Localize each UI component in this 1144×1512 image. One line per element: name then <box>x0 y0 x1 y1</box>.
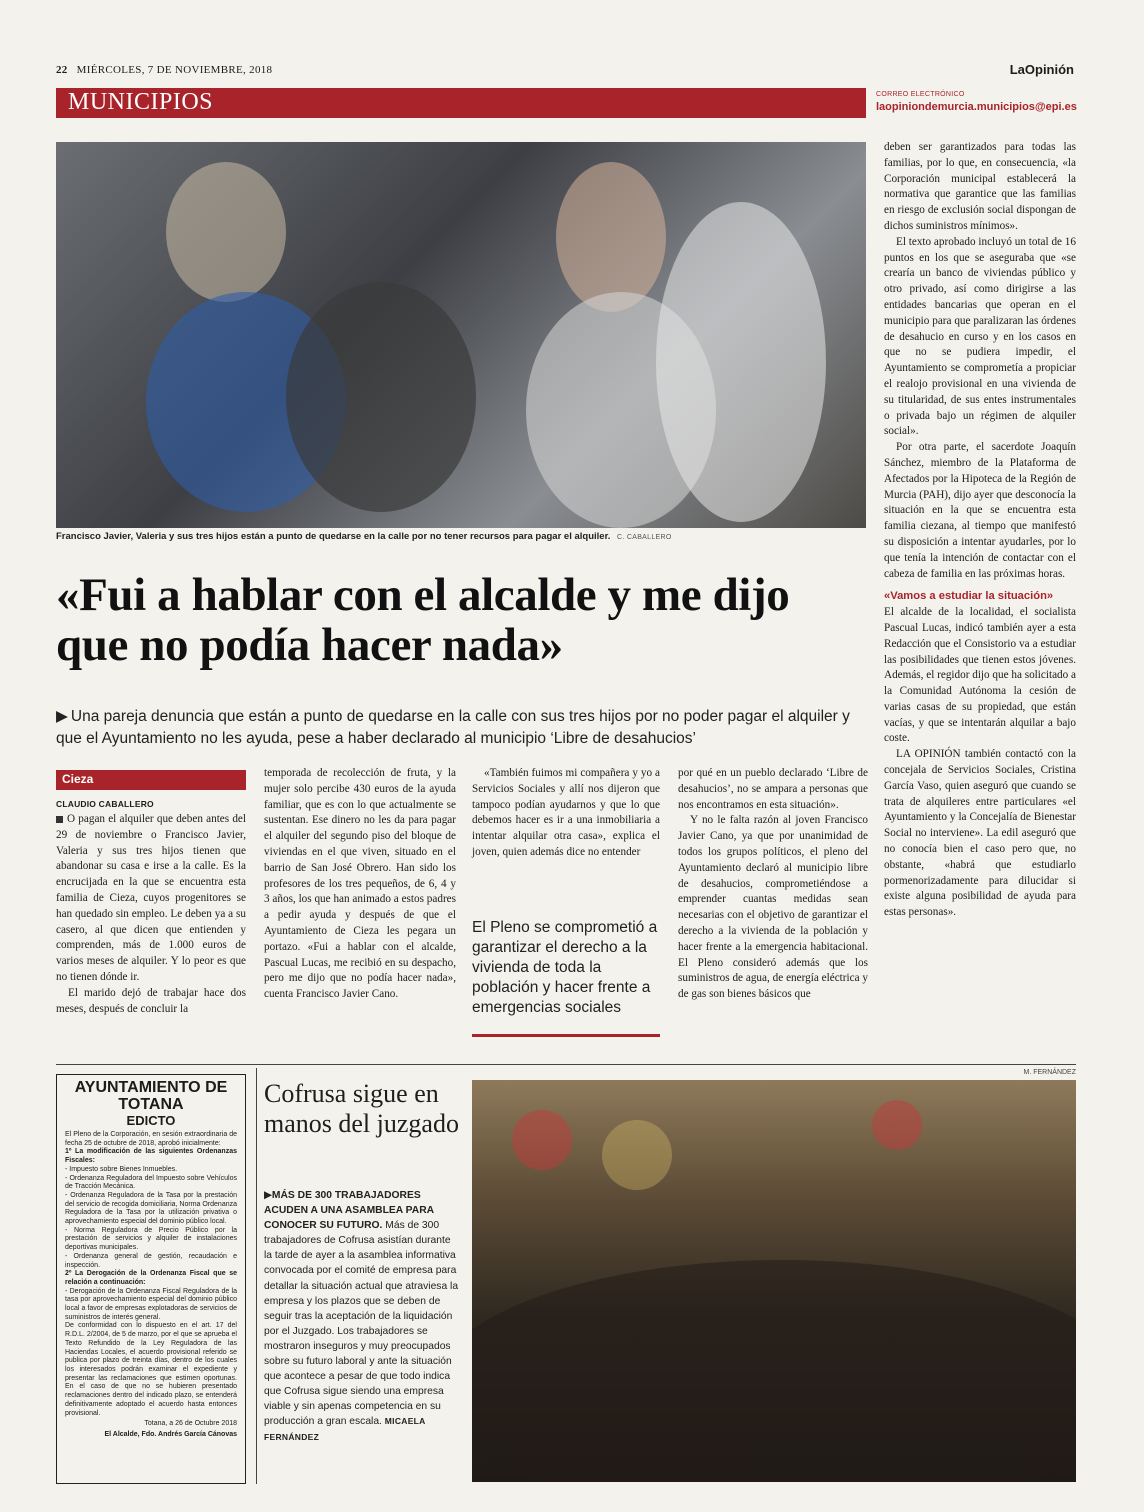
page-folio <box>56 64 272 76</box>
notice-point-title: 2º La Derogación de la Ordenanza Fiscal que se relación a continuación: <box>65 1270 237 1286</box>
paragraph: Y no le falta razón al joven Francisco Javier Cano, ya que por unanimidad de todos los grupos políticos, el pleno del Ayuntamiento declaró al municipio libre de desahucios, comprometiéndose a emprender cuantas medidas sean necesarias con el objetivo de garantizar el derecho a la vivienda de la población y hacer frente a la emergencia habitacional. El Pleno consideró además que los suministros de agua, de energía eléctrica y de gas son bienes básicos que <box>678 814 868 1001</box>
location-label: Cieza <box>62 772 94 786</box>
family-photo <box>56 142 866 528</box>
paragraph: por qué en un pueblo declarado ‘Libre de desahucios’, no se ampara a personas que nos encontramos en esta situación». <box>678 767 868 811</box>
notice-date: Totana, a 26 de Octubre 2018 <box>144 1420 237 1428</box>
notice-item: - Ordenanza Reguladora de la Tasa por la prestación del servicio de recogida domiciliaria, Norma Ordenanza Reguladora de la Tasa por la utilización privativa o aprovechamiento especial del dominio público local. <box>65 1191 237 1226</box>
square-bullet-icon <box>56 816 63 823</box>
email-label: CORREO ELECTRÓNICO <box>876 91 965 98</box>
notice-signature: El Alcalde, Fdo. Andrés García Cánovas <box>104 1430 237 1438</box>
article-column-3 <box>472 766 660 861</box>
pull-quote: El Pleno se comprometió a garantizar el derecho a la vivienda de toda la población y hacer frente a emergencias sociales <box>472 919 658 1016</box>
article-column-2 <box>264 766 456 1003</box>
paragraph: «También fuimos mi compañera y yo a Servicios Sociales y allí nos dijeron que tampoco podían ayudarnos y que lo que debemos hacer es ir a una inmobiliaria a intentar alquilar otra casa», explica el joven, quien además dice no entender <box>472 767 660 858</box>
notice-item: - Ordenanza general de gestión, recaudación e inspección. <box>65 1252 237 1269</box>
notice-subtitle: EDICTO <box>126 1113 176 1128</box>
subheadline-text: Una pareja denuncia que están a punto de quedarse en la calle con sus tres hijos por no poder pagar el alquiler y que el Ayuntamiento no les ayuda, pese a haber declarado al municipio ‘Libre de desahucios’ <box>56 708 850 747</box>
paragraph: deben ser garantizados para todas las familias, por lo que, en consecuencia, «la Corporación municipal establecerá la normativa que garantice que las familias en riesgo de exclusión social dispongan de dichos suministros mínimos». <box>884 141 1076 232</box>
second-story-body <box>264 1188 460 1445</box>
headline: «Fui a hablar con el alcalde y me dijo que no podía hacer nada» <box>56 569 790 671</box>
paragraph: O pagan el alquiler que deben antes del 29 de noviembre o Francisco Javier, Valeria y sus tres hijos tienen que abandonar su casa e irse a la calle. Es la encrucijada en la que se encuentra esta familia de Cieza, cuyos progenitores se han quedado sin empleo. Le deben ya a su casero, al que dicen que entienden y comprenden, más de 1.000 euros de varios meses de alquiler. Y lo peor es que no tienen dónde ir. <box>56 813 246 983</box>
photo-caption <box>56 531 672 542</box>
column-divider <box>256 1068 257 1484</box>
caption-text: Francisco Javier, Valeria y sus tres hijos están a punto de quedarse en la calle por no tener recursos para pagar el alquiler. <box>56 531 611 542</box>
arrow-icon: ▶ <box>56 708 68 725</box>
notice-body <box>65 1131 237 1418</box>
article-column-5 <box>884 140 1076 921</box>
newspaper-logo: LaOpinión <box>1009 62 1074 77</box>
byline: CLAUDIO CABALLERO <box>56 799 154 809</box>
second-headline: Cofrusa sigue en manos del juzgado <box>264 1079 459 1138</box>
article-column-4 <box>678 766 868 1003</box>
section-email-link[interactable]: laopiniondemurcia.municipios@epi.es <box>876 101 1077 113</box>
paragraph: El texto aprobado incluyó un total de 16 puntos en los que se aseguraba que «se crearía un banco de viviendas público y otro privado, así como dirigirse a las entidades bancarias que operan en el municipio para que paralizaran las órdenes de desahucio en curso y en los casos en que no se pudiera impedir, el Ayuntamiento se comprometía a propiciar el realojo provisional en una vivienda de su titularidad, de sus entes instrumentales o privada bajo un régimen de alquiler social». <box>884 235 1076 438</box>
second-byline: MICAELA FERNÁNDEZ <box>264 1416 426 1442</box>
assembly-photo-credit: M. FERNÁNDEZ <box>1023 1069 1076 1076</box>
notice-closing: De conformidad con lo dispuesto en el art. 17 del R.D.L. 2/2004, de 5 de marzo, por el que se aprueba el Texto Refundido de la Ley Reguladora de las Haciendas Locales, el acuerdo provisional referido se publica por plazo de treinta días, dentro de los cuales los interesados podrán examinar el expediente y presentar las reclamaciones que estimen oportunas. En el caso de que no se hubieren presentado reclamaciones dentro del indicado plazo, se entenderá definitivamente adoptado el acuerdo hasta entonces provisional. <box>65 1322 237 1417</box>
notice-point-title: 1º La modificación de las siguientes Ordenanzas Fiscales: <box>65 1148 237 1165</box>
assembly-photo <box>472 1080 1076 1482</box>
notice-item: - Derogación de la Ordenanza Fiscal Reguladora de la tasa por aprovechamiento especial del dominio público local a favor de empresas explotadoras de servicios de suministros de interés general. <box>65 1287 237 1321</box>
notice-item: - Norma Reguladora de Precio Público por la prestación de servicios y alquiler de instalaciones deportivas municipales. <box>65 1226 237 1252</box>
paragraph: El marido dejó de trabajar hace dos meses, después de concluir la <box>56 986 246 1015</box>
subheadline <box>56 706 866 750</box>
notice-title: AYUNTAMIENTO DE TOTANA <box>74 1079 228 1113</box>
article-column-1 <box>56 812 246 1017</box>
section-divider <box>56 1064 1076 1065</box>
legal-notice-box <box>56 1074 246 1484</box>
photo-credit: C. CABALLERO <box>617 534 672 541</box>
paragraph: Por otra parte, el sacerdote Joaquín Sánchez, miembro de la Plataforma de Afectados por la Hipoteca de la Región de Murcia (PAH), dijo ayer que desconocía la situación en la que se encuentra esta familia ciezana, al tiempo que manifestó su disposición a intentar ayudarles, por lo que tenía la intención de contactar con el cabeza de familia en las próximas horas. <box>884 441 1076 580</box>
section-subtitle: «Vamos a estudiar la situación» <box>884 590 1054 603</box>
arrow-icon: ▶ <box>264 1190 272 1201</box>
second-story-text: Más de 300 trabajadores de Cofrusa asistían durante la tarde de ayer a la asamblea informativa convocada por el comité de empresa para detallar la situación actual que atraviesa la empresa y los plazos que se deben de seguir tras la aceptación de la liquidación por el Juzgado. Los trabajadores se mostraron inseguros y muy preocupados sobre su futuro laboral y ante la situación que acontece a pesar de que todo indica que Cofrusa sigue siendo una empresa viable y sin apenas competencia en su producción a gran escala. <box>264 1220 459 1428</box>
issue-date: MIÉRCOLES, 7 DE NOVIEMBRE, 2018 <box>76 64 273 76</box>
paragraph: El alcalde de la localidad, el socialista Pascual Lucas, indicó también ayer a esta Redacción que el Consistorio va a estudiar las posibilidades que tienen estos jóvenes. Además, el regidor dijo que ha solicitado a la Comunidad Autónoma la cesión de varias casas de su propiedad, que están vacías, y que se intentarán alquilar a bajo coste. <box>884 606 1076 745</box>
notice-item: - Impuesto sobre Bienes Inmuebles. <box>65 1165 178 1173</box>
notice-intro: El Pleno de la Corporación, en sesión extraordinaria de fecha 25 de octubre de 2018, aprobó inicialmente: <box>65 1131 237 1147</box>
pull-quote-rule <box>472 1034 660 1037</box>
paragraph: LA OPINIÓN también contactó con la concejala de Servicios Sociales, Cristina García Vaso, quien aseguró que cuando se trata de alquileres entre particulares «el Ayuntamiento y la Concejalía de Bienestar Social no interviene». La edil aseguró que no conocía bien el caso pero que, no obstante, «habrá que estudiarlo pormenorizadamente para dilucidar si existe alguna posibilidad de ayuda para estas personas». <box>884 748 1076 919</box>
paragraph: temporada de recolección de fruta, y la mujer solo percibe 430 euros de la ayuda familiar, que es con lo que actualmente se sustentan. Ese dinero no les da para pagar el alquiler del segundo piso del bloque de viviendas en el que viven, situado en el barrio de San José Obrero. Han sido los profesores de los tres pequeños, de 6, 4 y 3 años, los que han animado a estos padres a pedir ayuda y después de que el Ayuntamiento de Cieza les pegara un portazo. «Fui a hablar con el alcalde, Pascual Lucas, me recibió en su despacho, pero me dijo que no podía hacer nada», cuenta Francisco Javier Cano. <box>264 767 456 1001</box>
notice-item: - Ordenanza Reguladora del Impuesto sobre Vehículos de Tracción Mecánica. <box>65 1174 237 1191</box>
second-story-lead: MÁS DE 300 TRABAJADORES ACUDEN A UNA ASAMBLEA PARA CONOCER SU FUTURO. <box>264 1190 434 1232</box>
section-title: MUNICIPIOS <box>68 89 214 115</box>
page-number: 22 <box>56 64 68 76</box>
